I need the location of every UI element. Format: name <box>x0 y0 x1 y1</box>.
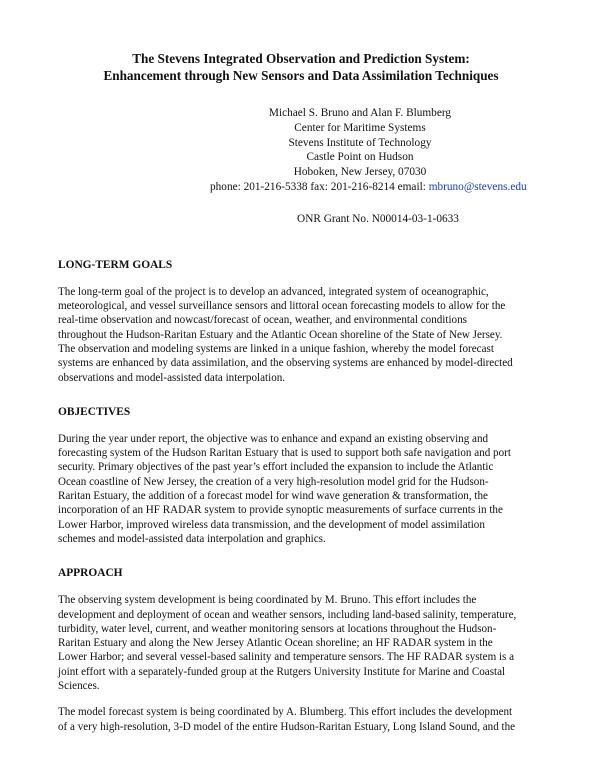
paper-title <box>58 50 544 84</box>
text-line: Raritan Estuary, the addition of a forecast model for wind wave generation & transformation, the <box>58 490 488 503</box>
text-line: The model forecast system is being coordinated by A. Blumberg. This effort includes the development <box>58 706 513 719</box>
text-line: real-time observation and nowcast/forecast of ocean, weather, and environmental conditions <box>58 314 467 327</box>
text-line: meteorological, and vessel surveillance sensors and littoral ocean forecasting models to allow for the <box>58 300 506 313</box>
text-line: forecasting system of the Hudson Raritan Estuary that is used to support both safe navigation and port <box>58 447 511 460</box>
author-names: Michael S. Bruno and Alan F. Blumberg <box>268 107 452 119</box>
text-line: turbidity, water level, current, and weather monitoring sensors at locations throughout the Hudson- <box>58 622 497 635</box>
text-line: Sciences. <box>58 680 100 693</box>
heading-long-term-goals: LONG-TERM GOALS <box>58 258 173 271</box>
text-line: During the year under report, the objective was to enhance and expand an existing observing and <box>58 432 489 445</box>
text-line: incorporation of an HF RADAR system to provide synoptic measurements of surface currents in the <box>58 504 503 517</box>
text-line: Ocean coastline of New Jersey, the creation of a very high-resolution model grid for the Hudson- <box>58 475 489 488</box>
heading-approach: APPROACH <box>58 567 123 580</box>
email-link[interactable]: mbruno@stevens.edu <box>428 180 527 193</box>
heading-objectives: OBJECTIVES <box>58 405 131 418</box>
approach-paragraph-1 <box>58 593 544 693</box>
text-line: throughout the Hudson-Raritan Estuary and the Atlantic Ocean shoreline of the State of New Jersey. <box>58 328 503 341</box>
author-contact <box>210 180 527 195</box>
text-line: Lower Harbor; and several vessel-based salinity and temperature sensors. The HF RADAR system is a <box>58 651 515 664</box>
contact-phone-fax: phone: 201-216-5338 fax: 201-216-8214 email: <box>210 180 429 193</box>
approach-paragraph-2 <box>58 705 544 734</box>
author-block <box>210 106 527 195</box>
text-line: joint effort with a separately-funded group at the Rutgers University Institute for Marine and Coastal <box>58 665 506 678</box>
title-line-1: The Stevens Integrated Observation and Prediction System: <box>132 51 470 66</box>
text-line: The observing system development is being coordinated by M. Bruno. This effort includes the <box>58 594 477 607</box>
grant-number: ONR Grant No. N00014-03-1-0633 <box>297 212 459 225</box>
author-institute: Stevens Institute of Technology <box>288 136 432 149</box>
text-line: The observation and modeling systems are linked in a unique fashion, whereby the model forecast <box>58 342 494 355</box>
author-address-line-2: Hoboken, New Jersey, 07030 <box>293 166 427 179</box>
author-center: Center for Maritime Systems <box>294 121 426 134</box>
text-line: observations and model-assisted data interpolation. <box>58 371 286 384</box>
objectives-paragraph <box>58 432 544 546</box>
author-address-line-1: Castle Point on Hudson <box>306 151 414 164</box>
goals-paragraph <box>58 285 544 385</box>
text-line: schemes and model-assisted data interpolation and graphics. <box>58 532 326 545</box>
text-line: of a very high-resolution, 3-D model of the entire Hudson-Raritan Estuary, Long Island Sound, and the <box>58 720 516 733</box>
text-line: security. Primary objectives of the past year’s effort included the expansion to include the Atlantic <box>58 461 494 474</box>
text-line: Raritan Estuary and along the New Jersey Atlantic Ocean shoreline; an HF RADAR system in the <box>58 637 493 650</box>
text-line: systems are enhanced by data assimilation, and the observing systems are enhanced by model-directed <box>58 357 513 370</box>
text-line: Lower Harbor, improved wireless data transmission, and the development of model assimilation <box>58 518 485 531</box>
text-line: The long-term goal of the project is to develop an advanced, integrated system of oceanographic, <box>58 285 489 298</box>
title-line-2: Enhancement through New Sensors and Data Assimilation Techniques <box>103 68 499 83</box>
text-line: development and deployment of ocean and weather sensors, including land-based salinity, temperature, <box>58 608 517 621</box>
